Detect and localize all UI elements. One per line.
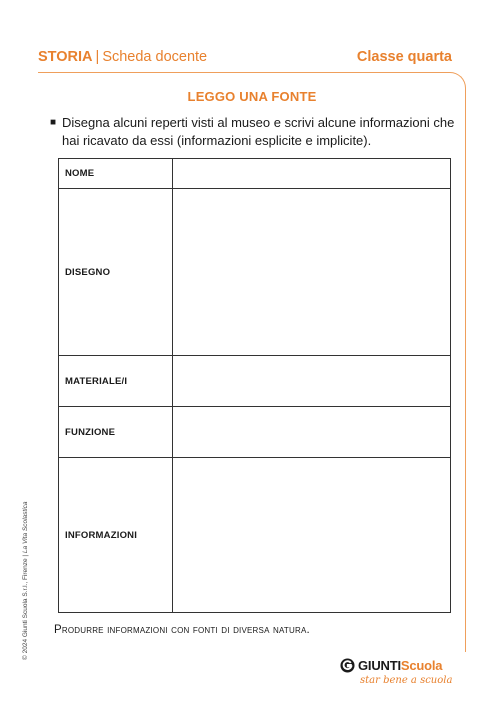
logo-brand-giunti: GIUNTI — [358, 657, 401, 673]
publisher-logo — [340, 656, 455, 690]
logo-wordmark — [340, 656, 455, 674]
subject-label: STORIA — [38, 49, 93, 65]
header-separator: | — [95, 49, 100, 65]
table-row — [59, 189, 451, 356]
copyright-notice — [22, 502, 29, 661]
copyright-text: © 2024 Giunti Scuola S.r.l., Firenze | — [22, 554, 29, 660]
table-row — [59, 458, 451, 613]
funzione-field[interactable] — [173, 407, 451, 458]
nome-field[interactable] — [173, 159, 451, 189]
sheet-type-label: Scheda docente — [102, 49, 208, 65]
informazioni-field[interactable] — [173, 458, 451, 613]
logo-tagline: star bene a scuola — [360, 675, 453, 686]
logo-brand-scuola: Scuola — [400, 657, 443, 673]
row-label-materiali: MATERIALE/I — [59, 356, 173, 407]
worksheet-instruction — [50, 114, 455, 150]
disegno-field[interactable] — [173, 189, 451, 356]
row-label-nome: NOME — [59, 159, 173, 189]
publication-name: La Vita Scolastica — [22, 501, 29, 554]
giunti-g-logo-icon — [340, 658, 355, 673]
row-label-disegno: DISEGNO — [59, 189, 173, 356]
worksheet-table — [58, 158, 451, 613]
bullet-icon: ■ — [50, 117, 57, 128]
page-header — [38, 49, 452, 71]
materiali-field[interactable] — [173, 356, 451, 407]
learning-objective: Produrre informazioni con fonti di diversa natura. — [54, 624, 310, 636]
header-left — [38, 49, 207, 65]
worksheet-title: LEGGO UNA FONTE — [187, 89, 317, 104]
table-row — [59, 356, 451, 407]
row-label-informazioni: INFORMAZIONI — [59, 458, 173, 613]
table-row — [59, 407, 451, 458]
grade-label: Classe quarta — [356, 49, 452, 65]
row-label-funzione: FUNZIONE — [59, 407, 173, 458]
instruction-text: Disegna alcuni reperti visti al museo e scrivi alcune informazioni che hai ricavato da essi (informazioni esplicite e implicite). — [62, 115, 455, 148]
table-row — [59, 159, 451, 189]
